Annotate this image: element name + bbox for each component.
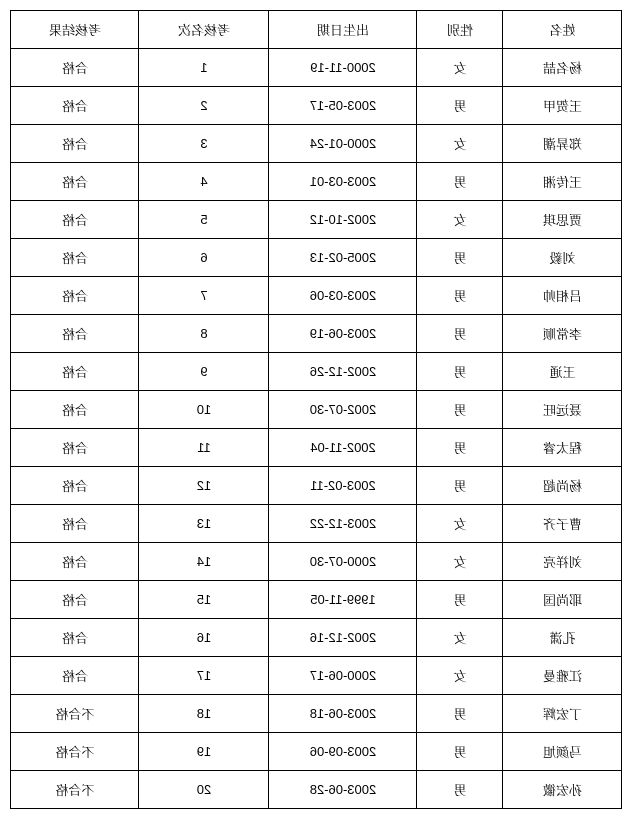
column-header-gender: 性别	[417, 11, 503, 49]
cell-name: 王通	[503, 353, 622, 391]
cell-result: 不合格	[11, 771, 139, 809]
cell-name: 程太睿	[503, 429, 622, 467]
cell-seq: 17	[139, 657, 269, 695]
cell-seq: 15	[139, 581, 269, 619]
column-header-birth: 出生日期	[269, 11, 417, 49]
table-row	[11, 277, 622, 315]
cell-gender: 男	[417, 581, 503, 619]
cell-birth: 2000-07-30	[269, 543, 417, 581]
cell-birth: 2005-02-13	[269, 239, 417, 277]
cell-birth: 2000-06-17	[269, 657, 417, 695]
cell-name: 郑昇潮	[503, 125, 622, 163]
cell-seq: 8	[139, 315, 269, 353]
cell-name: 杨尚超	[503, 467, 622, 505]
cell-birth: 2000-01-24	[269, 125, 417, 163]
cell-gender: 女	[417, 505, 503, 543]
cell-gender: 男	[417, 353, 503, 391]
cell-name: 刘祥亮	[503, 543, 622, 581]
cell-gender: 男	[417, 87, 503, 125]
cell-name: 耶尚国	[503, 581, 622, 619]
cell-birth: 1999-11-05	[269, 581, 417, 619]
cell-gender: 男	[417, 733, 503, 771]
table-row	[11, 581, 622, 619]
cell-result: 不合格	[11, 695, 139, 733]
cell-birth: 2002-11-04	[269, 429, 417, 467]
table-row	[11, 239, 622, 277]
cell-birth: 2003-05-17	[269, 87, 417, 125]
cell-gender: 女	[417, 657, 503, 695]
cell-gender: 女	[417, 125, 503, 163]
cell-birth: 2003-12-22	[269, 505, 417, 543]
cell-seq: 10	[139, 391, 269, 429]
cell-gender: 男	[417, 391, 503, 429]
cell-name: 孙宏徽	[503, 771, 622, 809]
table-row	[11, 543, 622, 581]
cell-birth: 2003-03-06	[269, 277, 417, 315]
table-row	[11, 391, 622, 429]
cell-birth: 2000-11-19	[269, 49, 417, 87]
table-body	[11, 49, 622, 809]
cell-result: 合格	[11, 277, 139, 315]
table-header-row	[11, 11, 622, 49]
cell-seq: 14	[139, 543, 269, 581]
cell-result: 合格	[11, 125, 139, 163]
cell-result: 合格	[11, 619, 139, 657]
column-header-name: 姓名	[503, 11, 622, 49]
cell-seq: 19	[139, 733, 269, 771]
cell-gender: 男	[417, 163, 503, 201]
cell-result: 合格	[11, 581, 139, 619]
table-row	[11, 657, 622, 695]
document-page	[0, 10, 633, 828]
cell-seq: 6	[139, 239, 269, 277]
cell-seq: 13	[139, 505, 269, 543]
cell-gender: 男	[417, 467, 503, 505]
column-header-seq: 考核名次	[139, 11, 269, 49]
cell-birth: 2002-07-30	[269, 391, 417, 429]
table-row	[11, 467, 622, 505]
column-header-result: 考核结果	[11, 11, 139, 49]
cell-name: 刘毅	[503, 239, 622, 277]
cell-result: 合格	[11, 201, 139, 239]
table-row	[11, 695, 622, 733]
cell-name: 江雅曼	[503, 657, 622, 695]
cell-seq: 11	[139, 429, 269, 467]
cell-gender: 男	[417, 429, 503, 467]
cell-name: 曹子齐	[503, 505, 622, 543]
cell-seq: 20	[139, 771, 269, 809]
cell-birth: 2003-09-06	[269, 733, 417, 771]
cell-birth: 2003-06-19	[269, 315, 417, 353]
table-row	[11, 201, 622, 239]
cell-name: 孔潇	[503, 619, 622, 657]
cell-seq: 2	[139, 87, 269, 125]
cell-result: 合格	[11, 429, 139, 467]
table-row	[11, 315, 622, 353]
cell-name: 马颜旭	[503, 733, 622, 771]
table-row	[11, 49, 622, 87]
cell-seq: 18	[139, 695, 269, 733]
cell-gender: 女	[417, 543, 503, 581]
cell-result: 合格	[11, 505, 139, 543]
cell-name: 贾思琪	[503, 201, 622, 239]
cell-birth: 2002-12-26	[269, 353, 417, 391]
cell-seq: 1	[139, 49, 269, 87]
table-row	[11, 505, 622, 543]
cell-name: 王贺甲	[503, 87, 622, 125]
cell-result: 合格	[11, 353, 139, 391]
cell-name: 杨名喆	[503, 49, 622, 87]
cell-result: 合格	[11, 315, 139, 353]
cell-gender: 男	[417, 277, 503, 315]
cell-result: 合格	[11, 543, 139, 581]
table-row	[11, 87, 622, 125]
cell-result: 不合格	[11, 733, 139, 771]
cell-gender: 女	[417, 619, 503, 657]
cell-gender: 男	[417, 239, 503, 277]
table-row	[11, 771, 622, 809]
cell-result: 合格	[11, 163, 139, 201]
cell-birth: 2003-06-28	[269, 771, 417, 809]
cell-birth: 2002-12-16	[269, 619, 417, 657]
table-row	[11, 353, 622, 391]
cell-name: 吕相帅	[503, 277, 622, 315]
cell-seq: 3	[139, 125, 269, 163]
cell-birth: 2002-10-12	[269, 201, 417, 239]
table-row	[11, 429, 622, 467]
cell-seq: 4	[139, 163, 269, 201]
table-row	[11, 733, 622, 771]
cell-result: 合格	[11, 467, 139, 505]
cell-result: 合格	[11, 391, 139, 429]
cell-result: 合格	[11, 49, 139, 87]
cell-seq: 5	[139, 201, 269, 239]
cell-name: 聂远旺	[503, 391, 622, 429]
cell-birth: 2003-02-11	[269, 467, 417, 505]
cell-gender: 男	[417, 315, 503, 353]
cell-name: 王传湘	[503, 163, 622, 201]
cell-result: 合格	[11, 657, 139, 695]
cell-gender: 女	[417, 49, 503, 87]
cell-name: 丁宏辉	[503, 695, 622, 733]
table-row	[11, 125, 622, 163]
cell-birth: 2003-03-01	[269, 163, 417, 201]
cell-gender: 男	[417, 695, 503, 733]
cell-gender: 女	[417, 201, 503, 239]
cell-birth: 2003-06-18	[269, 695, 417, 733]
table-row	[11, 619, 622, 657]
cell-name: 李常顺	[503, 315, 622, 353]
cell-seq: 16	[139, 619, 269, 657]
cell-result: 合格	[11, 87, 139, 125]
table-row	[11, 163, 622, 201]
cell-seq: 9	[139, 353, 269, 391]
cell-gender: 男	[417, 771, 503, 809]
cell-seq: 7	[139, 277, 269, 315]
assessment-results-table	[11, 10, 623, 809]
cell-result: 合格	[11, 239, 139, 277]
cell-seq: 12	[139, 467, 269, 505]
